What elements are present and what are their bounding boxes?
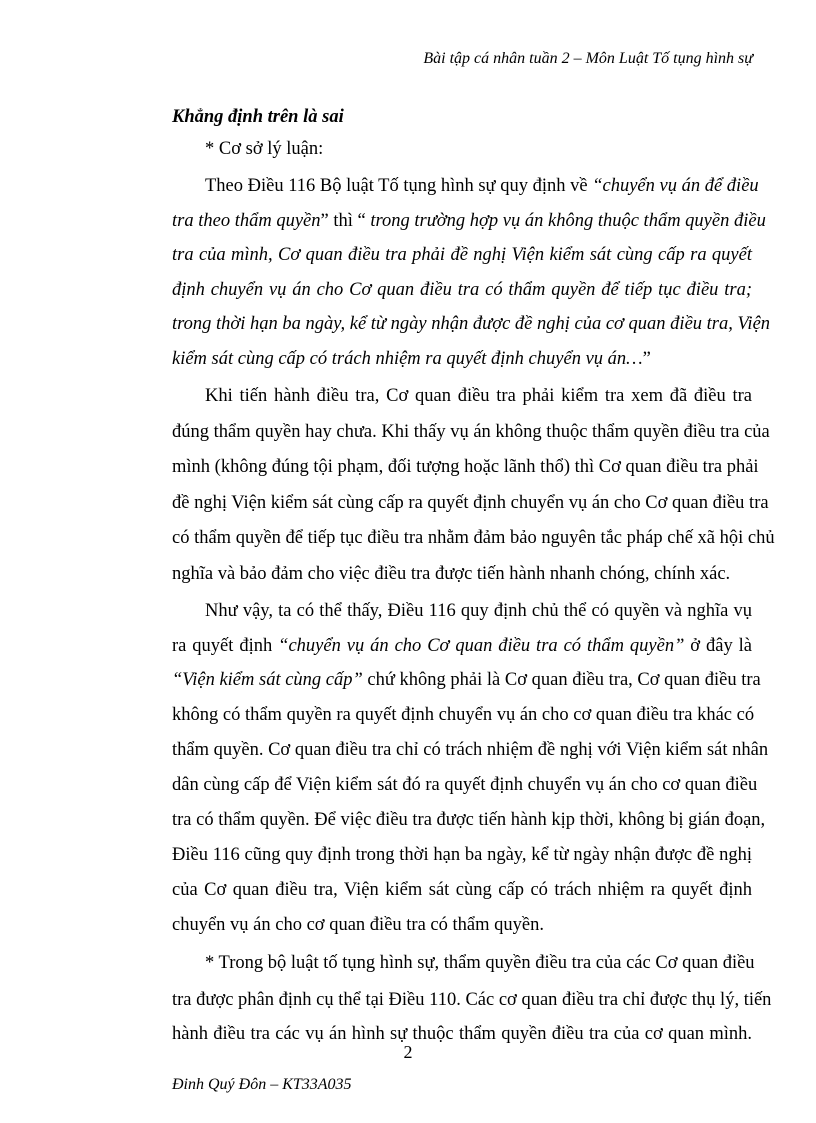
- text-run: tra được phân định cụ thể tại Điều 110. Các cơ quan điều tra chỉ được thụ lý, tiến: [172, 990, 772, 1010]
- italic-quote: “chuyển vụ án cho Cơ quan điều tra có thẩm quyền”: [278, 636, 685, 656]
- text-run: ra quyết định: [172, 636, 279, 656]
- italic-quote: “chuyển vụ án để điều: [592, 176, 759, 196]
- text-run: ở đây là: [684, 636, 752, 656]
- text-run: hành điều tra các vụ án hình sự thuộc thẩm quyền điều tra của cơ quan mình.: [172, 1024, 752, 1044]
- text-run: của Cơ quan điều tra, Viện kiểm sát cùng cấp có trách nhiệm ra quyết định: [172, 880, 752, 900]
- text-run: tra có thẩm quyền. Để việc điều tra được tiến hành kịp thời, không bị gián đoạn,: [172, 810, 766, 830]
- text-line: [172, 347, 752, 371]
- text-line: [205, 599, 752, 623]
- text-line: [205, 384, 752, 408]
- page-footer: Đinh Quý Đôn – KT33A035: [172, 1076, 352, 1093]
- text-run: mình (không đúng tội phạm, đối tượng hoặc lãnh thổ) thì Cơ quan điều tra phải: [172, 457, 759, 477]
- text-line: [172, 243, 752, 267]
- text-line: [172, 278, 752, 302]
- text-line: [205, 174, 759, 198]
- page-header: Bài tập cá nhân tuần 2 – Môn Luật Tố tụng hình sự: [423, 50, 753, 67]
- text-run: ”: [642, 349, 651, 369]
- text-run: thẩm quyền. Cơ quan điều tra chỉ có trách nhiệm đề nghị với Viện kiểm sát nhân: [172, 740, 769, 760]
- text-line: [172, 843, 752, 867]
- text-line: [205, 951, 755, 975]
- italic-quote: trong thời hạn ba ngày, kể từ ngày nhận được đề nghị của cơ quan điều tra, Viện: [172, 314, 771, 334]
- text-line: [172, 738, 769, 762]
- text-line: [205, 137, 752, 161]
- text-run: Theo Điều 116 Bộ luật Tố tụng hình sự quy định về: [205, 176, 593, 196]
- text-line: [172, 634, 752, 658]
- text-run: chứ không phải là Cơ quan điều tra, Cơ quan điều tra: [362, 670, 761, 690]
- text-line: [172, 455, 759, 479]
- text-run: đúng thẩm quyền hay chưa. Khi thấy vụ án không thuộc thẩm quyền điều tra của: [172, 422, 770, 442]
- text-line: [172, 209, 766, 233]
- text-run: Như vậy, ta có thể thấy, Điều 116 quy định chủ thể có quyền và nghĩa vụ: [205, 601, 752, 621]
- text-line: [172, 312, 771, 336]
- text-run: có thẩm quyền để tiếp tục điều tra nhằm đảm bảo nguyên tắc pháp chế xã hội chủ: [172, 528, 775, 548]
- text-run: * Trong bộ luật tố tụng hình sự, thẩm quyền điều tra của các Cơ quan điều: [205, 953, 755, 973]
- text-line: [172, 562, 752, 586]
- italic-quote: kiểm sát cùng cấp có trách nhiệm ra quyết định chuyển vụ án…: [172, 349, 643, 369]
- italic-quote: tra theo thẩm quyền: [172, 211, 321, 231]
- italic-quote: trong trường hợp vụ án không thuộc thẩm quyền điều: [370, 211, 766, 231]
- text-line: [172, 668, 761, 692]
- text-line: [172, 420, 770, 444]
- italic-quote: tra của mình, Cơ quan điều tra phải đề nghị Viện kiểm sát cùng cấp ra quyết: [172, 245, 752, 265]
- text-line: [172, 913, 752, 937]
- text-run: Khi tiến hành điều tra, Cơ quan điều tra phải kiểm tra xem đã điều tra: [205, 386, 752, 406]
- text-run: chuyển vụ án cho cơ quan điều tra có thẩm quyền.: [172, 915, 544, 935]
- text-run: Điều 116 cũng quy định trong thời hạn ba ngày, kể từ ngày nhận được đề nghị: [172, 845, 752, 865]
- text-line: [172, 988, 772, 1012]
- text-line: [172, 773, 758, 797]
- text-line: [172, 878, 752, 902]
- text-run: Khẳng định trên là sai: [172, 107, 344, 127]
- text-line: [172, 491, 769, 515]
- text-line: [172, 703, 755, 727]
- italic-quote: định chuyển vụ án cho Cơ quan điều tra có thẩm quyền để tiếp tục điều tra;: [172, 280, 752, 300]
- text-run: không có thẩm quyền ra quyết định chuyển vụ án cho cơ quan điều tra khác có: [172, 705, 755, 725]
- section-heading: [172, 105, 752, 129]
- page-number: 2: [403, 1042, 413, 1062]
- text-run: nghĩa và bảo đảm cho việc điều tra được tiến hành nhanh chóng, chính xác.: [172, 564, 731, 584]
- text-run: dân cùng cấp để Viện kiểm sát đó ra quyết định chuyển vụ án cho cơ quan điều: [172, 775, 758, 795]
- text-run: đề nghị Viện kiểm sát cùng cấp ra quyết định chuyển vụ án cho Cơ quan điều tra: [172, 493, 769, 513]
- text-line: [172, 526, 775, 550]
- text-run: ” thì “: [320, 211, 371, 231]
- text-line: [172, 808, 766, 832]
- text-run: * Cơ sở lý luận:: [205, 139, 324, 159]
- italic-quote: “Viện kiểm sát cùng cấp”: [172, 670, 363, 690]
